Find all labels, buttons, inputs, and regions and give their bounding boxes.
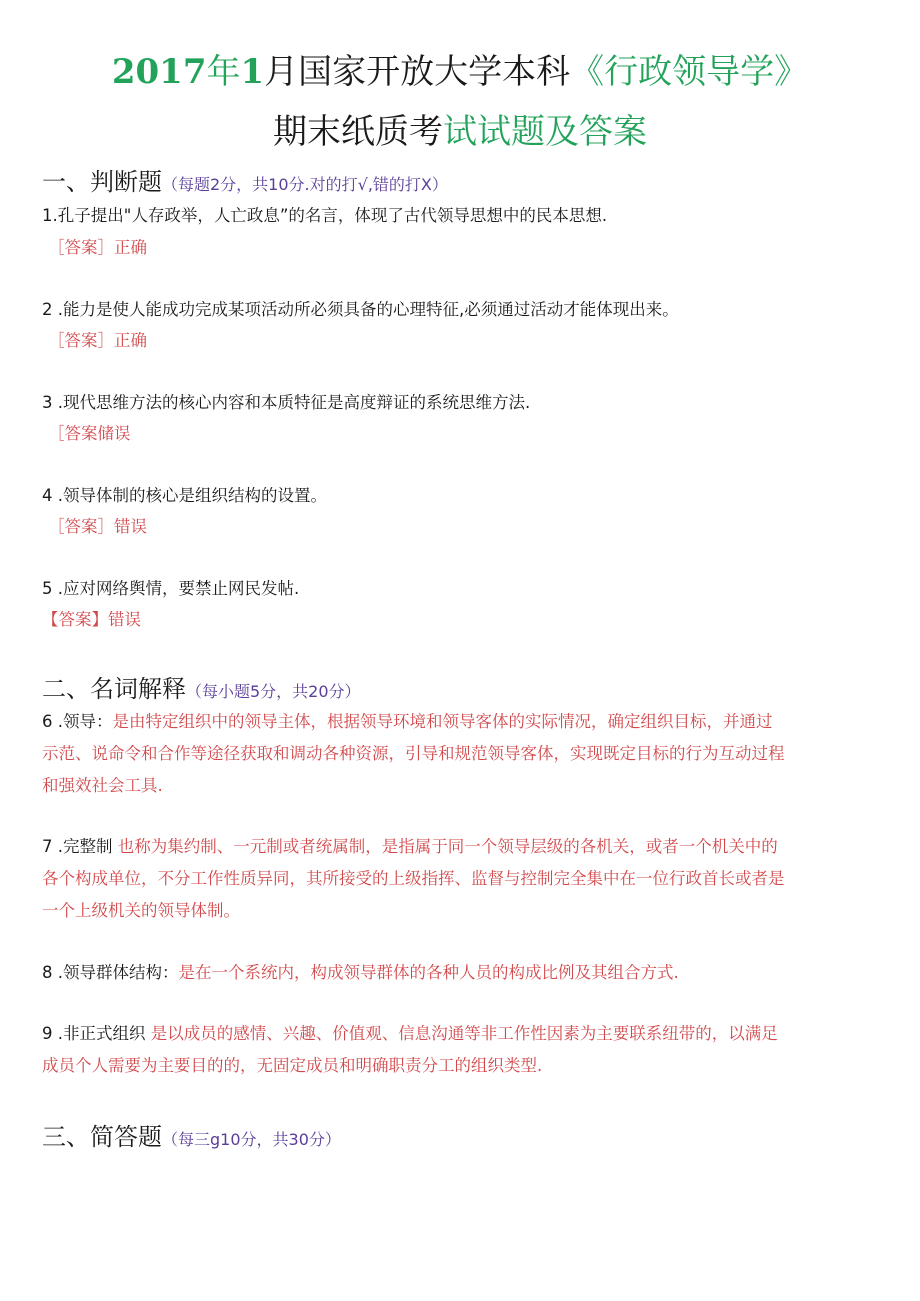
definition-text-line: 示范、说命令和合作等途径获取和调动各种资源，引导和规范领导客体，实现既定目标的行为互动过程 xyxy=(42,744,785,763)
definition-text-line: 一个上级机关的领导体制。 xyxy=(42,901,240,920)
section-heading-definitions xyxy=(42,673,361,708)
definition-text-line: 是以成员的感情、兴趣、价值观、信息沟通等非工作性因素为主要联系纽带的，以满足 xyxy=(145,1024,778,1043)
definition-6 xyxy=(42,706,882,802)
definition-text-line: 是在一个系统内，构成领导群体的各种人员的构成比例及其组合方式. xyxy=(178,963,679,982)
section-scoring-note: （每三g10分，共30分） xyxy=(162,1130,341,1149)
definition-text-line: 是由特定组织中的领导主体，根据领导环境和领导客体的实际情况，确定组织目标，并通过 xyxy=(112,712,773,731)
document-title-line-2 xyxy=(0,110,920,154)
question-3: 3 .现代思维方法的核心内容和本质特征是高度辩证的系统思维方法. xyxy=(42,393,531,412)
definition-7 xyxy=(42,831,882,927)
definition-term: 6 .领导： xyxy=(42,712,113,731)
definition-term: 9 .非正式组织 xyxy=(42,1024,146,1043)
section-title: 一、判断题 xyxy=(42,168,162,196)
section-heading-short-answer xyxy=(42,1121,341,1156)
title-month: 1 xyxy=(240,52,265,92)
question-1: 1.孔子提出"人存政举，人亡政息”的名言，体现了古代领导思想中的民本思想. xyxy=(42,206,608,225)
definition-9 xyxy=(42,1018,882,1082)
section-scoring-note: （每小题5分，共20分） xyxy=(186,682,361,701)
answer-1: ［答案］正确 xyxy=(48,238,147,257)
definition-text-line: 各个构成单位，不分工作性质异同，其所接受的上级指挥、监督与控制完全集中在一位行政首长或者是 xyxy=(42,869,785,888)
definition-text-line: 和强效社会工具. xyxy=(42,776,163,795)
answer-2: ［答案］正确 xyxy=(48,331,147,350)
document-title-line-1 xyxy=(0,50,920,94)
definition-text-line: 成员个人需要为主要目的的，无固定成员和明确职责分工的组织类型. xyxy=(42,1056,543,1075)
question-5: 5 .应对网络舆情，要禁止网民发帖. xyxy=(42,579,300,598)
section-title: 三、简答题 xyxy=(42,1123,162,1151)
definition-term: 8 .领导群体结构： xyxy=(42,963,179,982)
title-university: 月国家开放大学本科 xyxy=(264,52,571,92)
definition-8 xyxy=(42,957,882,989)
definition-term: 7 .完整制 xyxy=(42,837,113,856)
answer-3: ［答案储误 xyxy=(48,424,131,443)
question-2: 2 .能力是使人能成功完成某项活动所必须具备的心理特征,必须通过活动才能体现出来。 xyxy=(42,300,679,319)
title-exam-type: 期末纸质考 xyxy=(273,112,443,152)
section-title: 二、名词解释 xyxy=(42,675,186,703)
title-year: 2017 xyxy=(111,52,207,92)
definition-text-line: 也称为集约制、一元制或者统属制，是指属于同一个领导层级的各机关，或者一个机关中的 xyxy=(112,837,778,856)
title-nian: 年 xyxy=(206,52,241,92)
section-heading-true-false xyxy=(42,166,448,201)
question-4: 4 .领导体制的核心是组织结构的设置。 xyxy=(42,486,327,505)
title-course: 《行政领导学》 xyxy=(570,52,809,92)
answer-4: ［答案］错误 xyxy=(48,517,147,536)
title-exam-answers: 试试题及答案 xyxy=(443,112,647,152)
answer-5: 【答案】错误 xyxy=(42,610,141,629)
section-scoring-note: （每题2分，共10分.对的打√,错的打X） xyxy=(162,175,448,194)
